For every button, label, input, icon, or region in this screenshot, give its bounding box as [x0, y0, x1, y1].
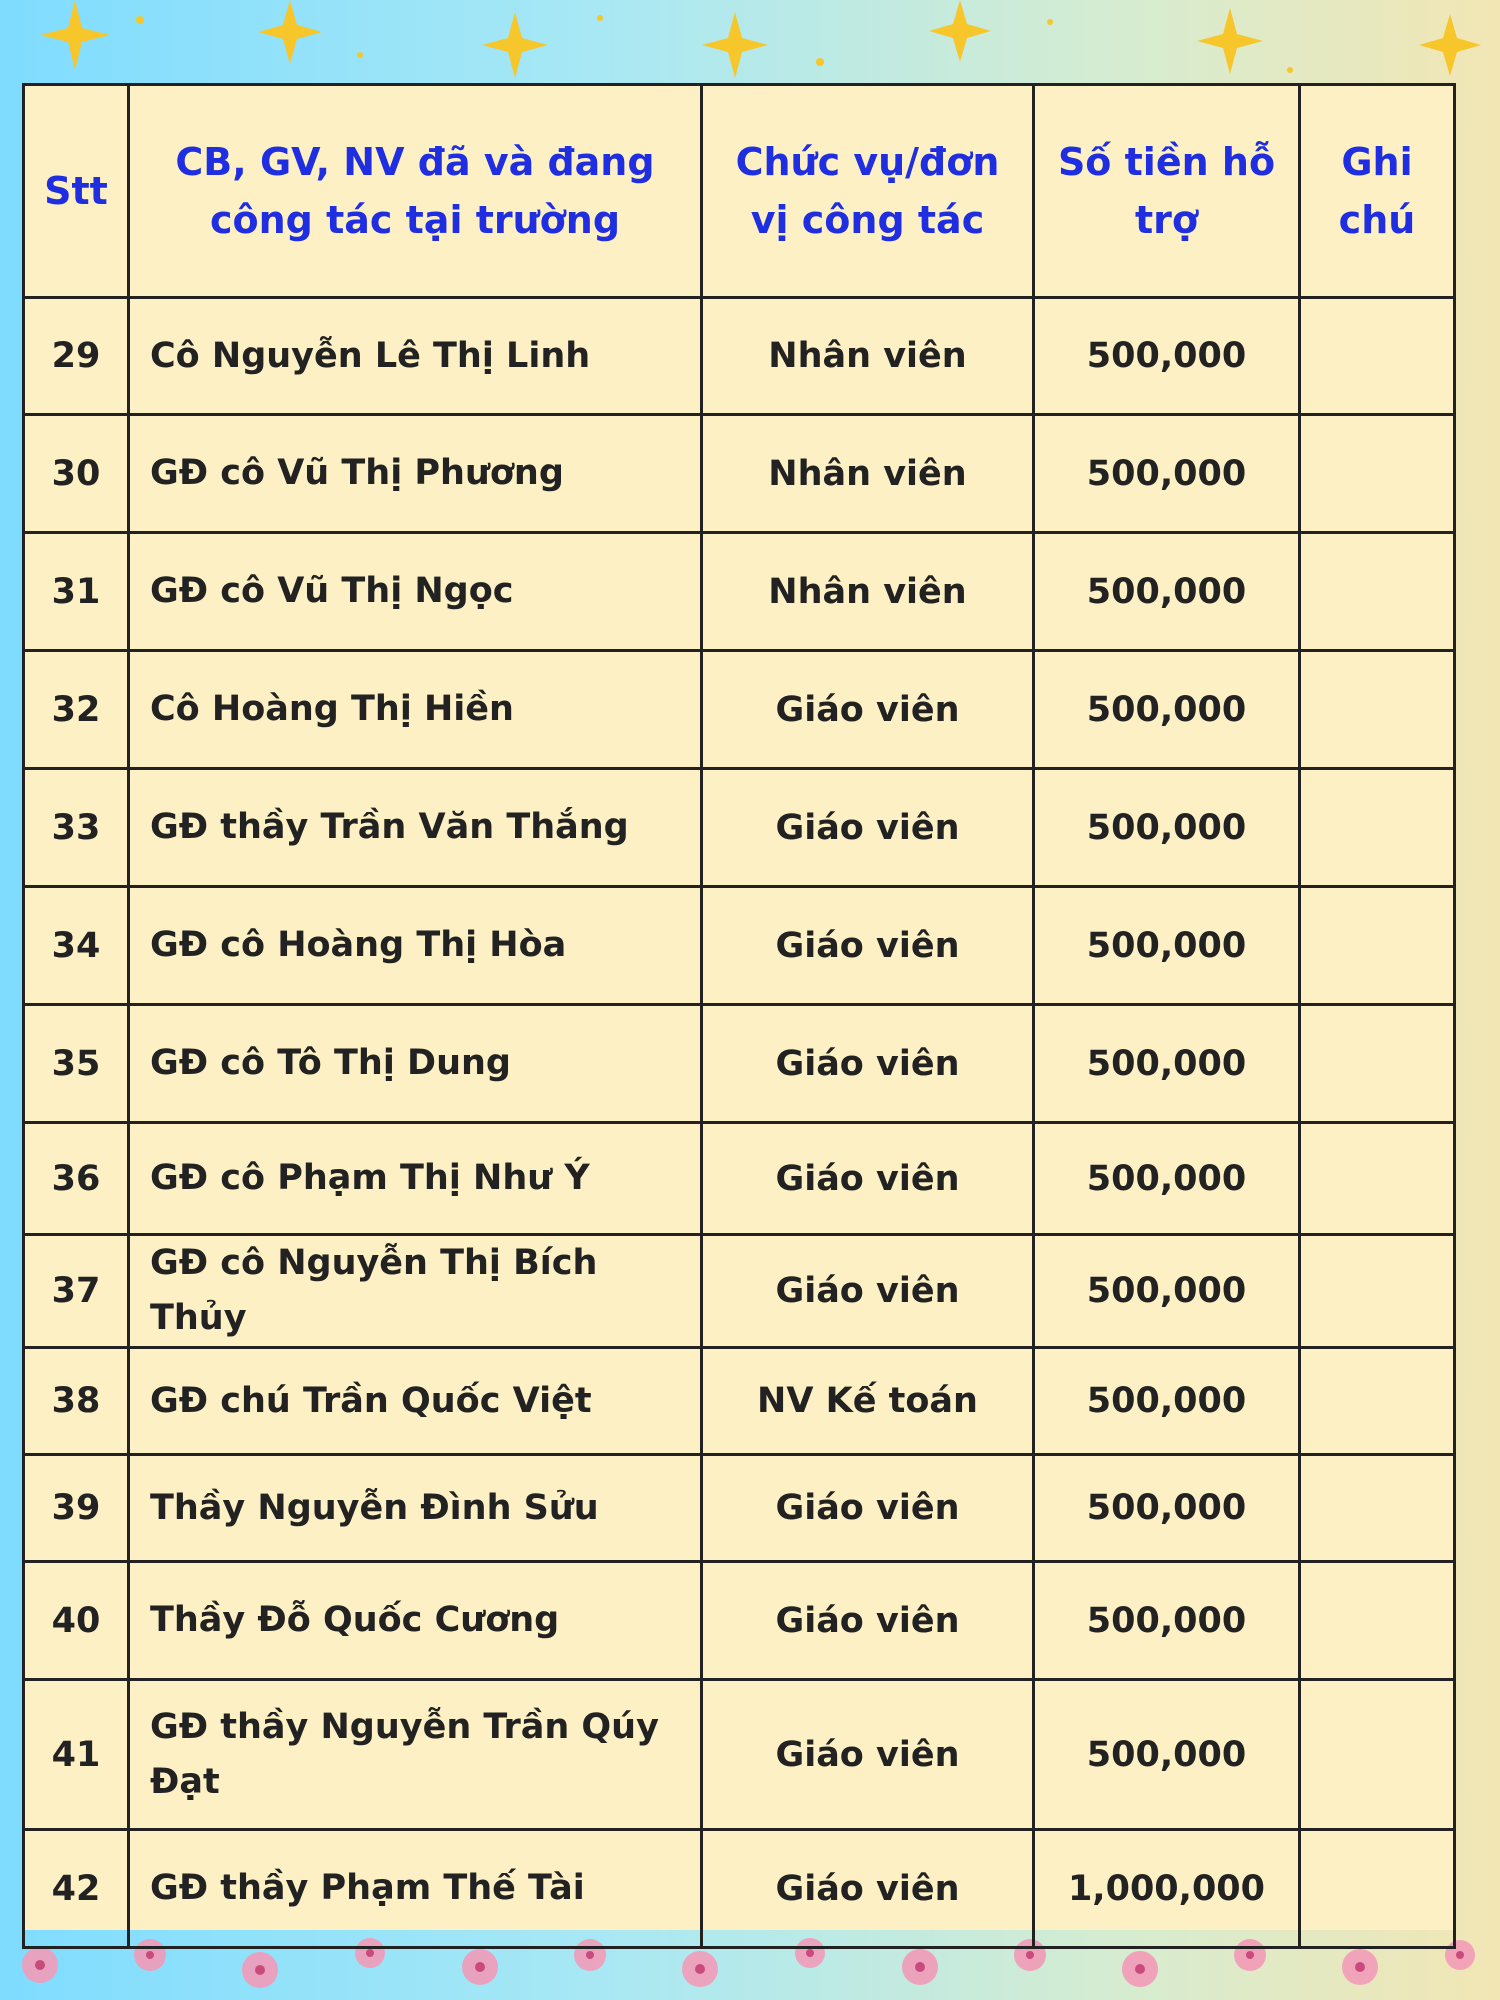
- cell-name: GĐ chú Trần Quốc Việt: [129, 1348, 702, 1455]
- cell-position: Giáo viên: [702, 1123, 1034, 1235]
- cell-position: Giáo viên: [702, 1562, 1034, 1680]
- cell-position: Giáo viên: [702, 769, 1034, 887]
- sparkle-icon: [482, 12, 548, 78]
- cell-amount: 500,000: [1034, 1123, 1300, 1235]
- cell-amount: 500,000: [1034, 1005, 1300, 1123]
- table-row: [24, 769, 1455, 887]
- table-row: [24, 651, 1455, 769]
- table-row: [24, 533, 1455, 651]
- cell-name: GĐ cô Phạm Thị Như Ý: [129, 1123, 702, 1235]
- cell-stt: 30: [24, 415, 129, 533]
- table-row: [24, 298, 1455, 415]
- cell-note: [1300, 1680, 1455, 1830]
- cell-name: Cô Hoàng Thị Hiền: [129, 651, 702, 769]
- cell-name: GĐ cô Vũ Thị Phương: [129, 415, 702, 533]
- table-row: [24, 1348, 1455, 1455]
- cell-stt: 31: [24, 533, 129, 651]
- sparkle-icon: [258, 0, 322, 64]
- cell-amount: 500,000: [1034, 1680, 1300, 1830]
- cell-position: Giáo viên: [702, 887, 1034, 1005]
- sparkle-icon: [1197, 8, 1263, 74]
- cell-amount: 500,000: [1034, 887, 1300, 1005]
- cell-amount: 500,000: [1034, 1455, 1300, 1562]
- cell-stt: 36: [24, 1123, 129, 1235]
- table-row: [24, 1830, 1455, 1948]
- sparkle-icon: [929, 0, 991, 62]
- cell-amount: 500,000: [1034, 769, 1300, 887]
- table: [22, 83, 1456, 1949]
- cell-name: GĐ thầy Nguyễn Trần Qúy Đạt: [129, 1680, 702, 1830]
- cell-name: Thầy Đỗ Quốc Cương: [129, 1562, 702, 1680]
- cell-stt: 33: [24, 769, 129, 887]
- support-table: [22, 83, 1453, 1930]
- table-row: [24, 1562, 1455, 1680]
- cell-note: [1300, 1348, 1455, 1455]
- cell-name: GĐ cô Hoàng Thị Hòa: [129, 887, 702, 1005]
- sparkle-icon: [702, 12, 768, 78]
- cell-stt: 35: [24, 1005, 129, 1123]
- header-stt: Stt: [24, 85, 129, 298]
- cell-position: Nhân viên: [702, 415, 1034, 533]
- cell-stt: 41: [24, 1680, 129, 1830]
- header-amount: [1034, 85, 1300, 298]
- cell-note: [1300, 1005, 1455, 1123]
- cell-stt: 34: [24, 887, 129, 1005]
- cell-note: [1300, 1235, 1455, 1348]
- cell-stt: 39: [24, 1455, 129, 1562]
- cell-stt: 42: [24, 1830, 129, 1948]
- cell-amount: 500,000: [1034, 298, 1300, 415]
- cell-amount: 500,000: [1034, 1348, 1300, 1455]
- cell-stt: 40: [24, 1562, 129, 1680]
- sparkle-icon: [40, 0, 110, 70]
- cell-name: GĐ cô Vũ Thị Ngọc: [129, 533, 702, 651]
- cell-note: [1300, 533, 1455, 651]
- cell-note: [1300, 1830, 1455, 1948]
- cell-amount: 500,000: [1034, 415, 1300, 533]
- cell-name: GĐ thầy Phạm Thế Tài: [129, 1830, 702, 1948]
- cell-name: GĐ thầy Trần Văn Thắng: [129, 769, 702, 887]
- cell-name: GĐ cô Tô Thị Dung: [129, 1005, 702, 1123]
- cell-amount: 500,000: [1034, 651, 1300, 769]
- cell-stt: 37: [24, 1235, 129, 1348]
- cell-position: Giáo viên: [702, 651, 1034, 769]
- cell-name: GĐ cô Nguyễn Thị Bích Thủy: [129, 1235, 702, 1348]
- cell-position: NV Kế toán: [702, 1348, 1034, 1455]
- table-row: [24, 1123, 1455, 1235]
- cell-amount: 500,000: [1034, 1562, 1300, 1680]
- cell-position: Giáo viên: [702, 1455, 1034, 1562]
- header-position-text: Chức vụ/đơn vị công tác: [735, 140, 1000, 242]
- sparkles-decoration: [0, 0, 1500, 90]
- cell-position: Giáo viên: [702, 1680, 1034, 1830]
- cell-stt: 38: [24, 1348, 129, 1455]
- table-header-row: [24, 85, 1455, 298]
- table-row: [24, 1455, 1455, 1562]
- header-amount-text: Số tiền hỗ trợ: [1057, 140, 1276, 242]
- cell-position: Giáo viên: [702, 1235, 1034, 1348]
- cell-name: Thầy Nguyễn Đình Sửu: [129, 1455, 702, 1562]
- cell-note: [1300, 1123, 1455, 1235]
- table-row: [24, 1235, 1455, 1348]
- cell-note: [1300, 769, 1455, 887]
- sparkle-icon: [1419, 14, 1481, 76]
- cell-amount: 1,000,000: [1034, 1830, 1300, 1948]
- cell-note: [1300, 887, 1455, 1005]
- table-row: [24, 1680, 1455, 1830]
- cell-note: [1300, 1455, 1455, 1562]
- cell-note: [1300, 651, 1455, 769]
- cell-note: [1300, 298, 1455, 415]
- cell-note: [1300, 415, 1455, 533]
- cell-stt: 29: [24, 298, 129, 415]
- cell-position: Giáo viên: [702, 1830, 1034, 1948]
- cell-position: Giáo viên: [702, 1005, 1034, 1123]
- table-row: [24, 1005, 1455, 1123]
- cell-position: Nhân viên: [702, 298, 1034, 415]
- cell-amount: 500,000: [1034, 533, 1300, 651]
- cell-amount: 500,000: [1034, 1235, 1300, 1348]
- cell-note: [1300, 1562, 1455, 1680]
- cell-position: Nhân viên: [702, 533, 1034, 651]
- cell-name: Cô Nguyễn Lê Thị Linh: [129, 298, 702, 415]
- table-row: [24, 415, 1455, 533]
- header-name: [129, 85, 702, 298]
- cell-stt: 32: [24, 651, 129, 769]
- table-row: [24, 887, 1455, 1005]
- header-name-text: CB, GV, NV đã và đang công tác tại trường: [175, 140, 655, 242]
- header-note-text: Ghi chú: [1338, 140, 1416, 242]
- header-position: [702, 85, 1034, 298]
- header-note: [1300, 85, 1455, 298]
